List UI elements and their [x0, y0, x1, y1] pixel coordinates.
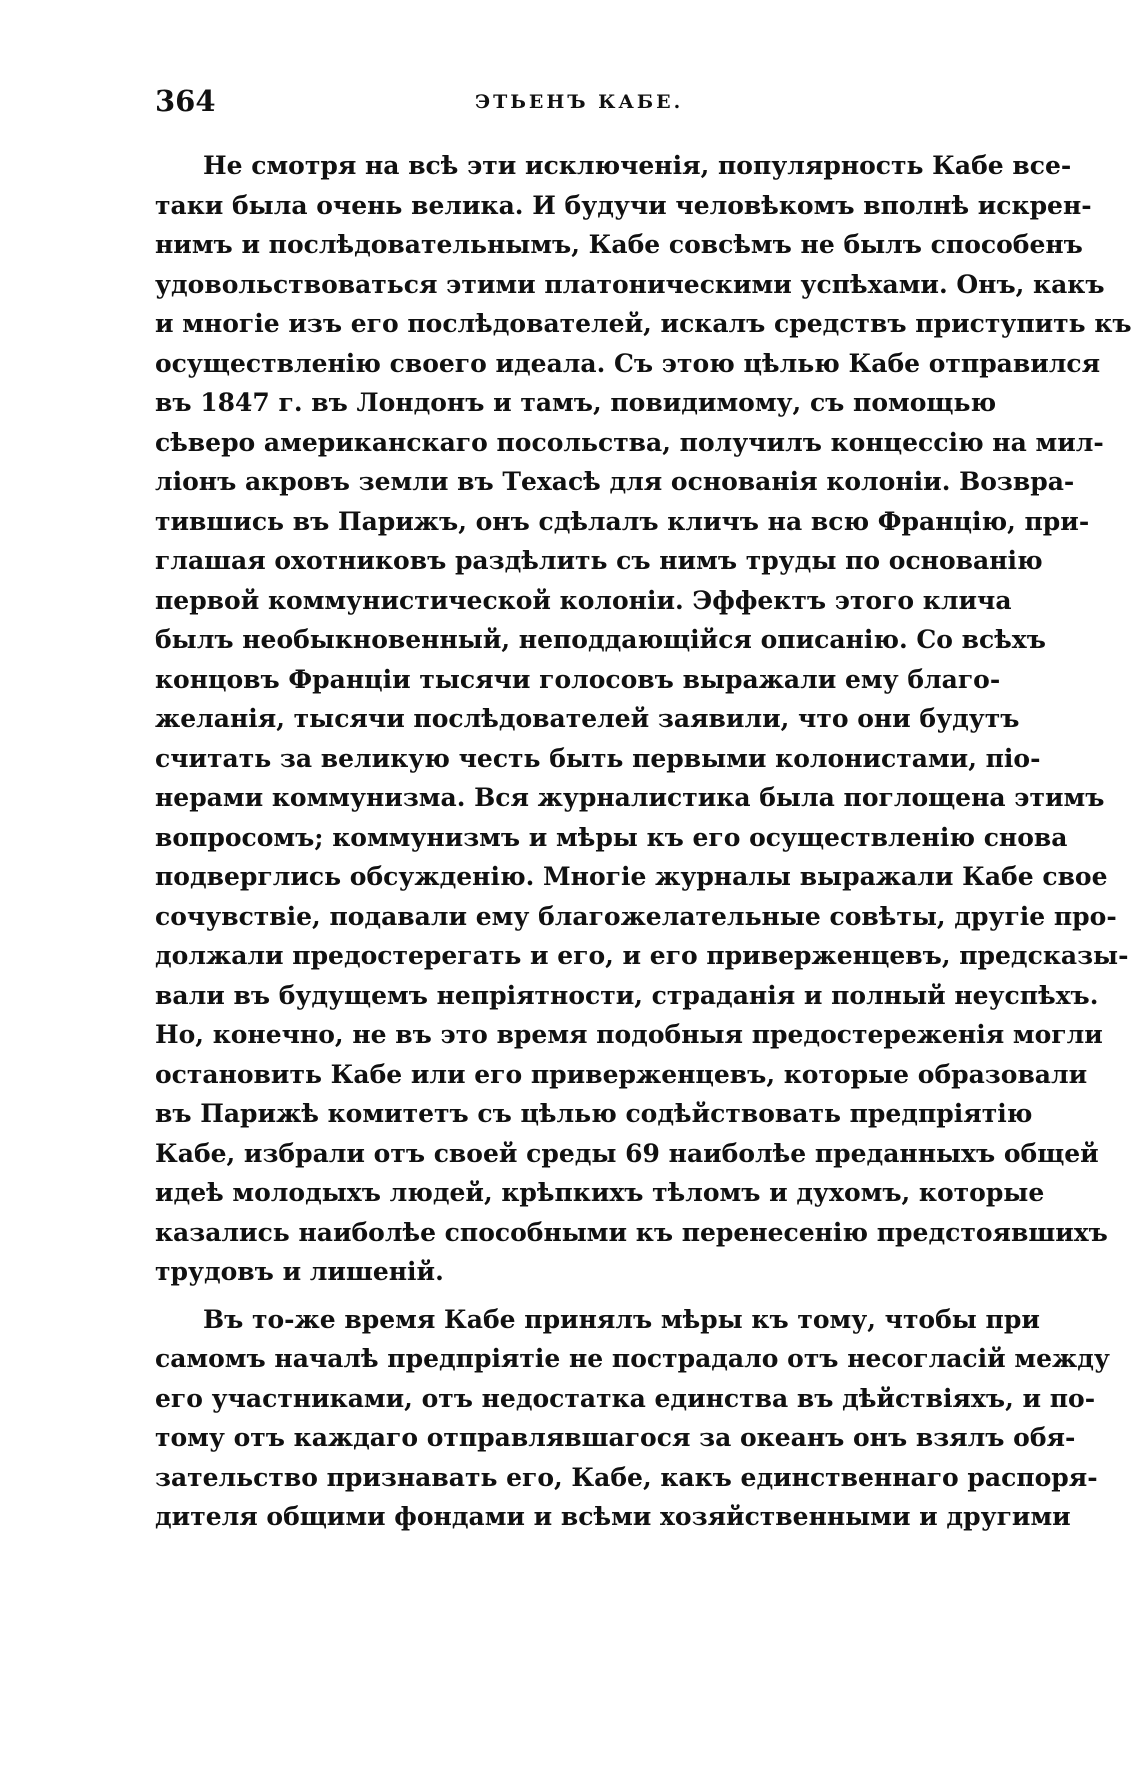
text-line: концовъ Франціи тысячи голосовъ выражали ему благо-	[155, 664, 1001, 694]
paragraph	[155, 1300, 1110, 1537]
text-line: Въ то-же время Кабе принялъ мѣры къ тому, чтобы при	[203, 1304, 1040, 1334]
text-line: нимъ и послѣдовательнымъ, Кабе совсѣмъ не былъ способенъ	[155, 230, 1083, 259]
text-line: трудовъ и лишеній.	[155, 1257, 444, 1286]
text-line: идеѣ молодыхъ людей, крѣпкихъ тѣломъ и духомъ, которые	[155, 1178, 1045, 1207]
text-line: въ Парижѣ комитетъ съ цѣлью содѣйствовать предпріятію	[155, 1099, 1033, 1128]
text-line: самомъ началѣ предпріятіе не пострадало отъ несогласій между	[155, 1344, 1110, 1373]
text-line: должали предостерегать и его, и его приверженцевъ, предсказы-	[155, 941, 1129, 970]
running-head: ЭТЬЕНЪ КАБЕ.	[475, 91, 684, 113]
text-line: въ 1847 г. въ Лондонъ и тамъ, повидимому, съ помощью	[155, 388, 997, 417]
text-line: тившись въ Парижъ, онъ сдѣлалъ кличъ на всю Францію, при-	[155, 506, 1090, 536]
text-line: Кабе, избрали отъ своей среды 69 наиболѣе преданныхъ общей	[155, 1138, 1099, 1168]
body-text	[155, 146, 1132, 1537]
text-line: первой коммунистической колоніи. Эффектъ этого клича	[155, 585, 1012, 615]
paragraph	[155, 146, 1132, 1292]
page-number: 364	[155, 84, 216, 118]
text-line: ліонъ акровъ земли въ Техасѣ для основанія колоніи. Возвра-	[155, 467, 1075, 496]
text-line: сочувствіе, подавали ему благожелательные совѣты, другіе про-	[155, 901, 1117, 931]
text-line: остановить Кабе или его приверженцевъ, которые образовали	[155, 1059, 1088, 1089]
text-line: таки была очень велика. И будучи человѣкомъ вполнѣ искрен-	[155, 190, 1092, 220]
text-line: подверглись обсужденію. Многіе журналы выражали Кабе свое	[155, 862, 1108, 891]
text-line: удовольствоваться этими платоническими успѣхами. Онъ, какъ	[155, 269, 1105, 299]
text-line: Но, конечно, не въ это время подобныя предостереженія могли	[155, 1020, 1103, 1049]
text-line: нерами коммунизма. Вся журналистика была поглощена этимъ	[155, 783, 1105, 812]
text-line: тому отъ каждаго отправлявшагося за океанъ онъ взялъ обя-	[155, 1423, 1076, 1452]
text-line: Не смотря на всѣ эти исключенія, популярность Кабе все-	[203, 151, 1072, 180]
text-line: казались наиболѣе способными къ перенесенію предстоявшихъ	[155, 1217, 1108, 1247]
text-line: желанія, тысячи послѣдователей заявили, что они будутъ	[155, 704, 1020, 733]
text-line: вопросомъ; коммунизмъ и мѣры къ его осуществленію снова	[155, 822, 1068, 852]
text-line: дителя общими фондами и всѣми хозяйственными и другими	[155, 1502, 1071, 1531]
page-header	[155, 84, 985, 124]
text-line: глашая охотниковъ раздѣлить съ нимъ труды по основанію	[155, 546, 1043, 575]
text-line: былъ необыкновенный, неподдающійся описанію. Со всѣхъ	[155, 625, 1046, 654]
text-line: вали въ будущемъ непріятности, страданія и полный неуспѣхъ.	[155, 980, 1099, 1010]
text-line: сѣверо американскаго посольства, получилъ концессію на мил-	[155, 427, 1104, 457]
text-line: и многіе изъ его послѣдователей, искалъ средствъ приступить къ	[155, 309, 1132, 338]
text-line: зательство признавать его, Кабе, какъ единственнаго распоря-	[155, 1462, 1098, 1492]
text-line: осуществленію своего идеала. Съ этою цѣлью Кабе отправился	[155, 348, 1101, 378]
text-line: его участниками, отъ недостатка единства въ дѣйствіяхъ, и по-	[155, 1383, 1096, 1413]
text-line: считать за великую честь быть первыми колонистами, піо-	[155, 743, 1041, 773]
paragraph-gap	[155, 1292, 985, 1300]
